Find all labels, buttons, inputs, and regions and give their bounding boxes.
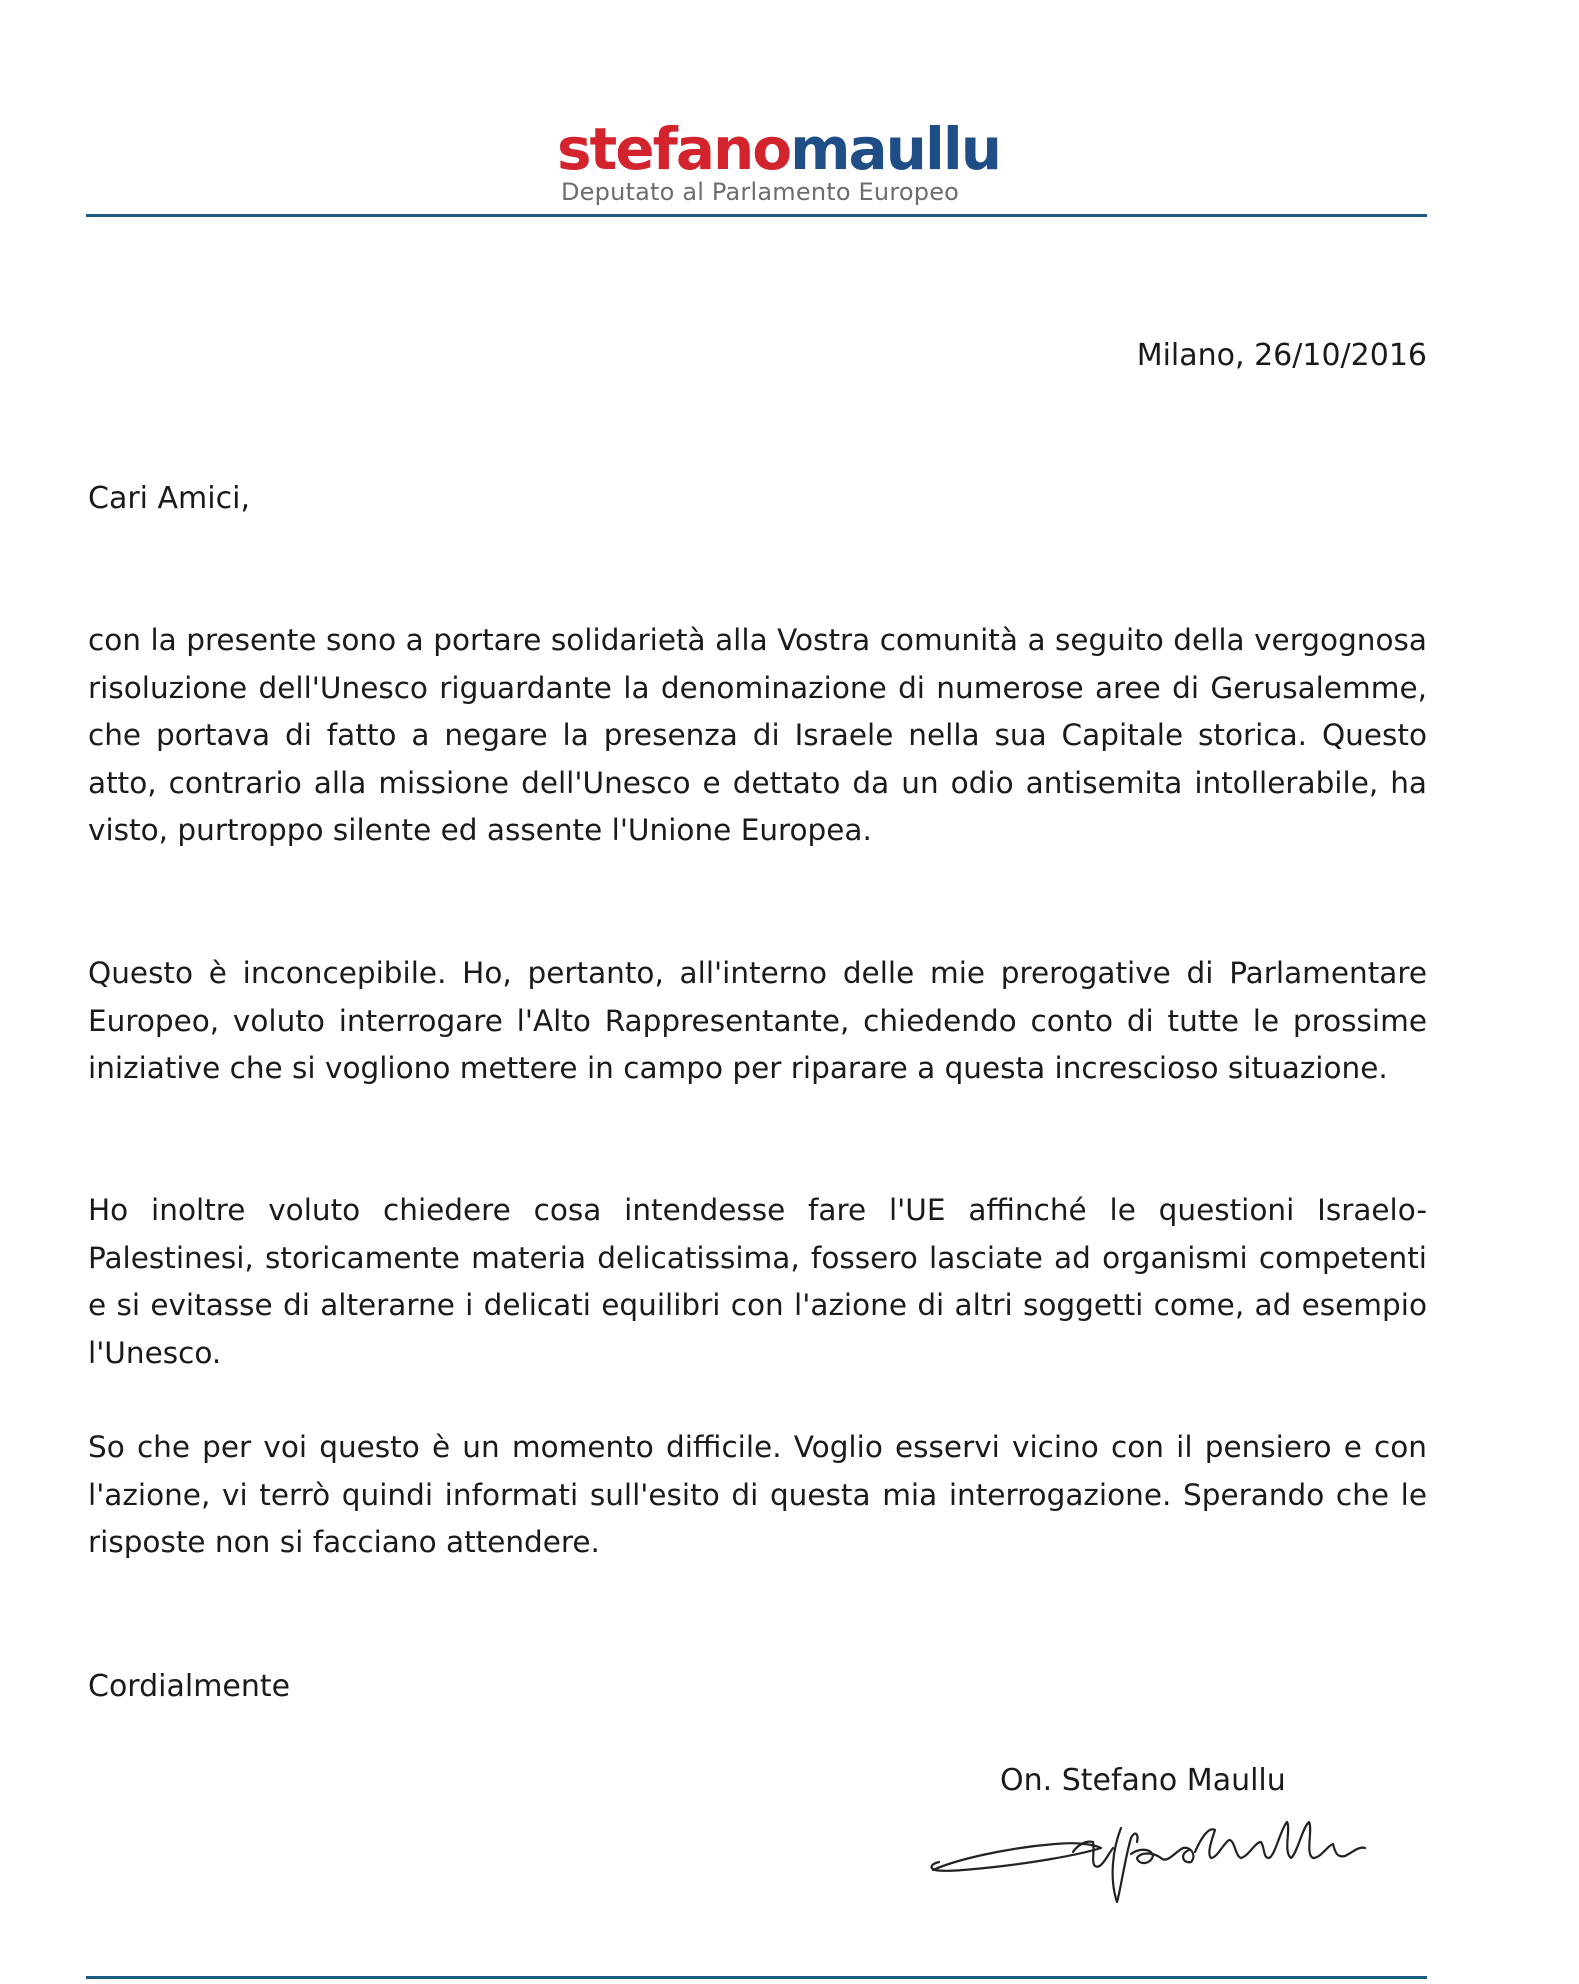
- signature-stroke-f: [1113, 1828, 1138, 1902]
- letter-salutation: Cari Amici,: [88, 481, 250, 516]
- letter-paragraph-2: Questo è inconcepibile. Ho, pertanto, all'interno delle mie prerogative di Parlamentare Europeo, voluto interrogare l'Alto Rappresentante, chiedendo conto di tutte le prossime iniziative che si vogliono mettere in campo per riparare a questa increscioso situazione.: [88, 956, 1427, 1085]
- letter-signatory: On. Stefano Maullu: [1000, 1763, 1286, 1798]
- signature-stroke-maullu: [1195, 1822, 1365, 1858]
- logo-last-name: maullu: [790, 115, 1001, 183]
- letterhead-logo: [557, 115, 1001, 183]
- header-divider: [86, 214, 1427, 217]
- handwritten-signature: [925, 1808, 1375, 1908]
- signature-stroke-ano: [1131, 1848, 1193, 1863]
- letterhead-subtitle: Deputato al Parlamento Europeo: [561, 178, 960, 206]
- letter-date: Milano, 26/10/2016: [1136, 338, 1427, 373]
- letter-paragraph-1: con la presente sono a portare solidarietà alla Vostra comunità a seguito della vergognosa risoluzione dell'Unesco riguardante la denominazione di numerose aree di Gerusalemme, che portava di fatto a negare la presenza di Israele nella sua Capitale storica. Questo atto, contrario alla missione dell'Unesco e dettato da un odio antisemita intollerabile, ha visto, purtroppo silente ed assente l'Unione Europea.: [88, 623, 1427, 847]
- letter-closing: Cordialmente: [88, 1669, 291, 1704]
- letter-paragraph-3: Ho inoltre voluto chiedere cosa intendesse fare l'UE affinché le questioni Israelo-Palestinesi, storicamente materia delicatissima, fossero lasciate ad organismi competenti e si evitasse di alterarne i delicati equilibri con l'azione di altri soggetti come, ad esempio l'Unesco.: [88, 1193, 1427, 1370]
- logo-first-name: stefano: [557, 115, 791, 183]
- letter-paragraph-4: So che per voi questo è un momento difficile. Voglio esservi vicino con il pensiero e con l'azione, vi terrò quindi informati sull'esito di questa mia interrogazione. Sperando che le risposte non si facciano attendere.: [88, 1430, 1427, 1559]
- footer-divider: [86, 1976, 1427, 1979]
